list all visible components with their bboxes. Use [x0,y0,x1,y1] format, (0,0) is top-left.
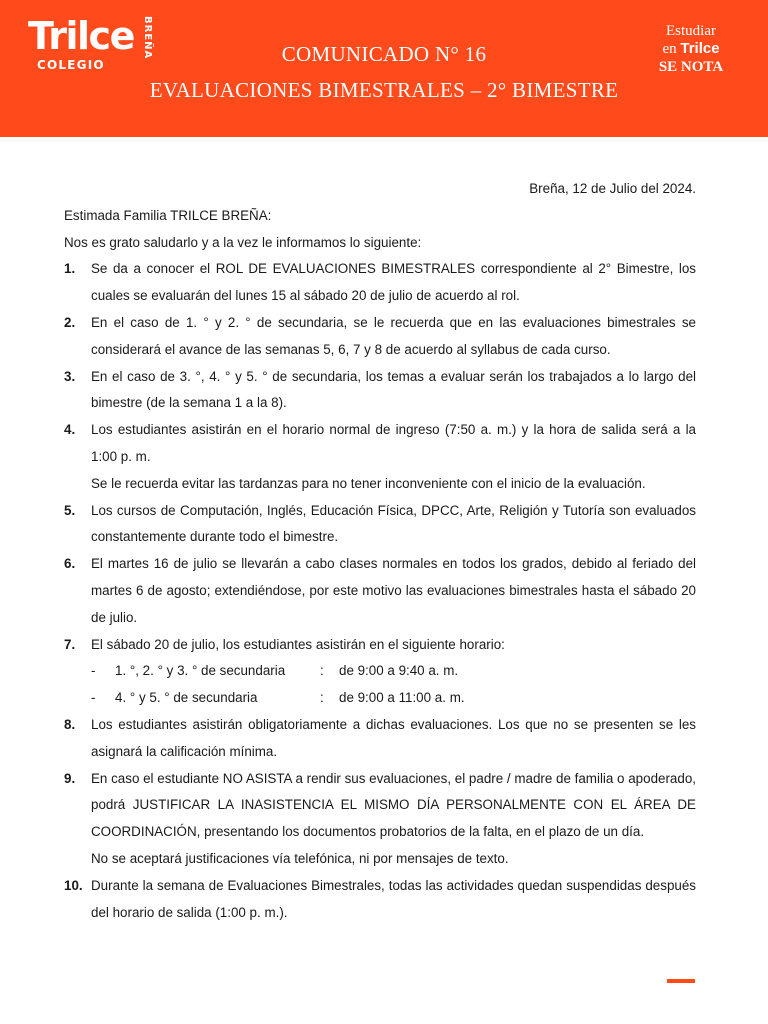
item-number: 7. [64,636,76,652]
list-item [64,498,696,552]
item-number: 1. [64,261,76,277]
item-number: 9. [64,770,76,786]
schedule-colon: : [320,690,324,706]
item-number: 4. [64,422,76,438]
item-text: Se da a conocer el ROL DE EVALUACIONES BIMESTRALES correspondiente al 2° Bimestre, los cuales se evaluarán del lunes 15 al sábado 20 de julio de acuerdo al rol. [91,261,696,304]
tagline-brand: Trilce [680,40,720,57]
document-subtitle: EVALUACIONES BIMESTRALES – 2° BIMESTRE [149,78,619,102]
schedule-list [91,658,696,712]
list-item [64,310,696,364]
schedule-group: 1. °, 2. ° y 3. ° de secundaria [115,663,286,679]
letter-date: Breña, 12 de Julio del 2024. [529,181,696,196]
footer-accent-bar [667,979,695,983]
list-item [64,712,696,766]
item-text: En el caso de 1. ° y 2. ° de secundaria, se le recuerda que en las evaluaciones bimestrales se considerará el avance de las semanas 5, 6, 7 y 8 de acuerdo al syllabus de cada curso. [91,314,696,357]
tagline-line-1: Estudiar [666,23,716,39]
schedule-row [91,658,696,685]
letter-intro: Nos es grato saludarlo y a la vez le informamos lo siguiente: [64,234,422,250]
item-number: 3. [64,368,76,384]
item-number: 2. [64,314,76,330]
item-text: En el caso de 3. °, 4. ° y 5. ° de secundaria, los temas a evaluar serán los trabajados a lo largo del bimestre (de la semana 1 a la 8). [91,368,696,411]
schedule-time: de 9:00 a 9:40 a. m. [339,663,459,679]
schedule-group: 4. ° y 5. ° de secundaria [115,690,258,706]
logo-name: Trilce [28,14,134,58]
tagline-prefix: en [662,41,681,57]
item-number: 6. [64,556,76,572]
schedule-dash: - [91,663,96,679]
tagline-line-2 [646,40,736,58]
header-banner [0,0,768,137]
item-number: 10. [64,877,83,893]
item-text: Los cursos de Computación, Inglés, Educación Física, DPCC, Arte, Religión y Tutoría son evaluados constantemente durante todo el bimestre. [91,502,696,545]
item-text: Los estudiantes asistirán obligatoriamente a dichas evaluaciones. Los que no se presenten se les asignará la calificación mínima. [91,716,696,759]
schedule-row [91,685,696,712]
letter-body [64,176,696,926]
schedule-colon: : [320,663,324,679]
item-text: Los estudiantes asistirán en el horario normal de ingreso (7:50 a. m.) y la hora de salida será a la 1:00 p. m. [91,422,696,464]
letter-greeting: Estimada Familia TRILCE BREÑA: [64,207,272,223]
item-text: El sábado 20 de julio, los estudiantes asistirán en el siguiente horario: [91,636,505,652]
item-text: El martes 16 de julio se llevarán a cabo clases normales en todos los grados, debido al feriado del martes 6 de agosto; extendiéndose, por este motivo las evaluaciones bimestrales hasta el sábado 20 de julio. [91,556,696,625]
item-number: 8. [64,716,76,732]
notice-list [64,256,696,926]
item-note: No se aceptará justificaciones vía telefónica, ni por mensajes de texto. [91,850,509,866]
schedule-dash: - [91,690,96,706]
list-item [64,364,696,418]
document-title: COMUNICADO N° 16 [281,42,487,66]
list-item [64,417,696,497]
list-item [64,256,696,310]
tagline [646,22,736,76]
item-text: En caso el estudiante NO ASISTA a rendir sus evaluaciones, el padre / madre de familia o apoderado, podrá JUSTIFICAR LA INASISTENCIA EL MISMO DÍA PERSONALMENTE CON EL ÁREA DE COORDINACIÓN, presentando los documentos probatorios de la falta, en el plazo de un día. [91,770,696,840]
list-item [64,632,696,712]
tagline-line-3: SE NOTA [658,59,724,75]
item-text: Durante la semana de Evaluaciones Bimestrales, todas las actividades quedan suspendidas después del horario de salida (1:00 p. m.). [91,877,696,920]
logo-colegio: COLEGIO [37,58,105,72]
list-item [64,873,696,927]
schedule-time: de 9:00 a 11:00 a. m. [339,690,465,706]
list-item [64,766,696,873]
list-item [64,551,696,631]
logo-brena: BREÑA [142,16,153,60]
item-note: Se le recuerda evitar las tardanzas para no tener inconveniente con el inicio de la evaluación. [91,475,646,491]
item-number: 5. [64,502,76,518]
